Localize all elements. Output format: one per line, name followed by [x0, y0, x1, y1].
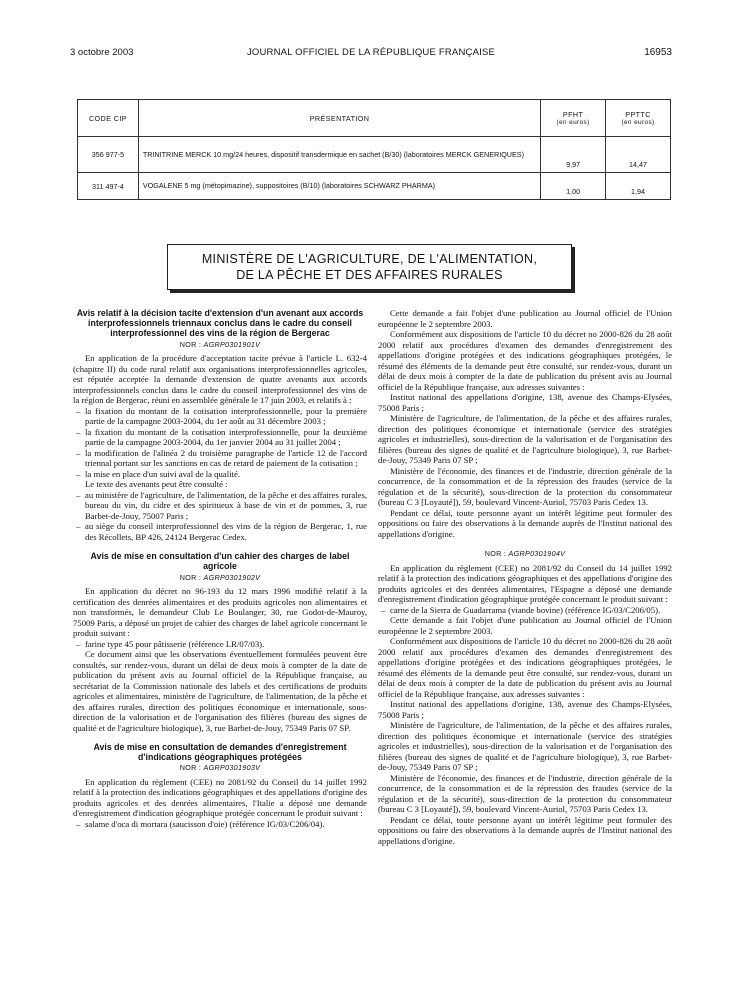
paragraph: Conformément aux dispositions de l'article 10 du décret no 2000-826 du 28 août 2000 relatif aux procédures d'examen des demandes d'enregistrement des appellations d'origine protégées et des indications géographiques protégées, le résumé des éléments de la demande peut être consulté, sur rendez-vous, durant un délai de deux mois à compter de la date de publication du présent avis au Journal officiel de la République française, aux adresses suivantes :	[378, 636, 672, 699]
nor-reference	[73, 340, 367, 351]
table-row	[78, 137, 671, 173]
col-header-pfht-label: PFHT	[562, 110, 584, 119]
nor-reference	[73, 573, 367, 584]
paragraph: Ministère de l'agriculture, de l'alimentation, de la pêche et des affaires rurales, direction des politiques économique et internationale (service des stratégies agricoles et industrielles), sous-direction de la valorisation et de l'organisation des filières (bureau des signes de qualité et de l'agriculture biologique), 3, rue Barbet-de-Jouy, 75349 Paris 07 SP ;	[378, 413, 672, 465]
nor-label: NOR :	[179, 339, 202, 349]
price-table	[77, 99, 671, 200]
header-date: 3 octobre 2003	[70, 47, 134, 58]
col-header-presentation: PRÉSENTATION	[138, 100, 540, 137]
paragraph: En application de la procédure d'acceptation tacite prévue à l'article L. 632-4 (chapitre II) du code rural relatif aux organisations interprofessionnelles agricoles, est réputée acceptée la demande d'extension de quatre avenants aux accords interprofessionnels conclus dans le cadre du conseil interprofessionnel des vins de la région de Bergerac, réuni en assemblée générale le 17 juin 2003, et relatifs à :	[73, 353, 367, 406]
list-item: – la fixation du montant de la cotisation interprofessionnelle, pour la deuxième partie de la campagne 2003-2004, du 1er janvier 2004 au 31 juillet 2004 ;	[85, 427, 367, 448]
paragraph: En application du règlement (CEE) no 2081/92 du Conseil du 14 juillet 1992 relatif à la protection des indications géographiques et des appellations d'origine des produits agricoles et des denrées alimentaires, l'Italie a déposé une demande d'enregistrement d'indication géographique protégée concernant le produit suivant :	[73, 776, 367, 819]
list-item: – carne de la Sierra de Guadarrama (viande bovine) (référence IG/03/C206/05).	[390, 605, 672, 616]
page-number: 16953	[644, 47, 672, 58]
nor-code: AGRP0301904V	[508, 549, 566, 558]
paragraph: Cette demande a fait l'objet d'une publication au Journal officiel de l'Union européenne le 2 septembre 2003.	[378, 615, 672, 636]
dash-list	[73, 490, 367, 543]
dash-list	[378, 605, 672, 616]
table-header-row	[78, 100, 671, 137]
table-row	[78, 173, 671, 200]
dash-list	[73, 819, 367, 830]
nor-code: AGRP0301903V	[203, 763, 261, 773]
notice-title: Avis de mise en consultation de demandes d'enregistrement d'indications géographiques protégées	[93, 742, 347, 763]
ministry-heading-line2: DE LA PÊCHE ET DES AFFAIRES RURALES	[236, 268, 503, 282]
col-header-pfht-unit: (en euros)	[556, 119, 590, 126]
cell-code: 356 977-5	[78, 137, 139, 173]
paragraph: Institut national des appellations d'origine, 138, avenue des Champs-Elysées, 75008 Paris ;	[378, 392, 672, 413]
paragraph: Conformément aux dispositions de l'article 10 du décret no 2000-826 du 28 août 2000 relatif aux procédures d'examen des demandes d'enregistrement des appellations d'origine protégées et des indications géographiques protégées, le résumé des éléments de la demande peut être consulté, sur rendez-vous, durant un délai de deux mois à compter de la date de publication du présent avis au Journal officiel de la République française, aux adresses suivantes :	[378, 329, 672, 392]
paragraph: En application du règlement (CEE) no 2081/92 du Conseil du 14 juillet 1992 relatif à la protection des indications géographiques et des appellations d'origine des produits agricoles et des denrées alimentaires, l'Espagne a déposé une demande d'enregistrement d'indication géographique protégée concernant le produit suivant :	[378, 562, 672, 604]
nor-reference	[73, 763, 367, 774]
cell-code: 311 497-4	[78, 173, 139, 200]
page-header	[70, 47, 672, 61]
list-item: – la mise en place d'un suivi aval de la qualité.	[85, 469, 367, 480]
paragraph: Ce document ainsi que les observations éventuellement formulées peuvent être consultés, sur rendez-vous, durant un délai de deux mois à compter de la date de publication du présent avis au Journal officiel de la République française, au secrétariat de la Commission nationale des labels et des certifications de produits agricoles et alimentaires, ministère de l'agriculture, de l'alimentation, de la pêche et des affaires rurales, direction des politiques économique et internationale, sous-direction de la valorisation et de l'organisation des filières (bureau des signes de qualité et de l'agriculture biologique), 3, rue Barbet-de-Jouy, 75349 Paris 07 SP.	[73, 649, 367, 733]
paragraph: Pendant ce délai, toute personne ayant un intérêt légitime peut formuler des oppositions ou faire des observations à la demande auprès de l'Institut national des appellations d'origine.	[378, 507, 672, 539]
paragraph: En application du décret no 96-193 du 12 mars 1996 modifié relatif à la certification des denrées alimentaires et des produits agricoles non alimentaires et non transformés, le demandeur Club Le Boulanger, 30, rue Godot-de-Mauroy, 75009 Paris, a déposé un projet de cahier des charges de label agricole concernant le produit suivant :	[73, 586, 367, 639]
list-item: – farine type 45 pour pâtisserie (référence LR/07/03).	[85, 639, 367, 650]
paragraph: Ministère de l'économie, des finances et de l'industrie, direction générale de la concurrence, de la consommation et de la répression des fraudes (service de la régulation et de la sécurité), sous-direction de la protection du consommateur (bureau C 3 [Loyauté]), 59, boulevard Vincent-Auriol, 75703 Paris Cedex 13.	[378, 772, 672, 814]
nor-code: AGRP0301901V	[203, 339, 261, 349]
paragraph: Institut national des appellations d'origine, 138, avenue des Champs-Elysées, 75008 Paris ;	[378, 699, 672, 720]
notice-title: Avis relatif à la décision tacite d'extension d'un avenant aux accords interprofessionnels triennaux conclus dans le cadre du conseil interprofessionnel des vins de la région de Bergerac	[76, 308, 364, 339]
cell-presentation: TRINITRINE MERCK 10 mg/24 heures, dispositif transdermique en sachet (B/30) (laboratoires MERCK GENERIQUES)	[138, 137, 540, 173]
col-header-ppttc-unit: (en euros)	[621, 119, 655, 126]
paragraph: Ministère de l'économie, des finances et de l'industrie, direction générale de la concurrence, de la consommation et de la répression des fraudes (service de la régulation et de la sécurité), sous-direction de la protection du consommateur (bureau C 3 [Loyauté]), 59, boulevard Vincent-Auriol, 75703 Paris Cedex 13.	[378, 465, 672, 507]
paragraph: Pendant ce délai, toute personne ayant un intérêt légitime peut formuler des oppositions ou faire des observations à la demande auprès de l'Institut national des appellations d'origine.	[378, 814, 672, 846]
list-item: – la fixation du montant de la cotisation interprofessionnelle, pour la première partie de la campagne 2003-2004, du 1er août au 31 décembre 2003 ;	[85, 406, 367, 427]
cell-ppttc: 14,47	[606, 137, 671, 173]
nor-label: NOR :	[484, 549, 507, 558]
notice-title: Avis de mise en consultation d'un cahier des charges de label agricole	[90, 551, 350, 572]
list-item: – la modification de l'alinéa 2 du troisième paragraphe de l'article 12 de l'accord triennal portant sur les sanctions en cas de retard de paiement de la cotisation ;	[85, 448, 367, 469]
col-header-pfht	[541, 100, 606, 137]
nor-reference	[378, 549, 672, 560]
nor-label: NOR :	[179, 763, 202, 773]
list-item: – au ministère de l'agriculture, de l'alimentation, de la pêche et des affaires rurales, bureau du vin, du cidre et des spiritueux à base de vin et de pommes, 3, rue Barbet-de-Jouy, 75007 Paris ;	[85, 490, 367, 522]
col-header-ppttc	[606, 100, 671, 137]
ministry-heading-line1: MINISTÈRE DE L'AGRICULTURE, DE L'ALIMENTATION,	[201, 252, 538, 266]
cell-pfht: 1,00	[541, 173, 606, 200]
cell-presentation: VOGALENE 5 mg (métopimazine), suppositoires (B/10) (laboratoires SCHWARZ PHARMA)	[138, 173, 540, 200]
list-item: – salame d'oca di mortara (saucisson d'oie) (référence IG/03/C206/04).	[85, 819, 367, 830]
nor-code: AGRP0301902V	[203, 572, 261, 582]
journal-title: JOURNAL OFFICIEL DE LA RÉPUBLIQUE FRANÇAISE	[246, 47, 496, 58]
cell-pfht: 9,97	[541, 137, 606, 173]
cell-ppttc: 1,94	[606, 173, 671, 200]
dash-list	[73, 639, 367, 650]
paragraph: Ministère de l'agriculture, de l'alimentation, de la pêche et des affaires rurales, direction des politiques économique et internationale (service des stratégies agricoles et industrielles), sous-direction de la valorisation et de l'organisation des filières (bureau des signes de qualité et de l'agriculture biologique), 3, rue Barbet-de-Jouy, 75349 Paris 07 SP ;	[378, 720, 672, 772]
col-header-ppttc-label: PPTTC	[625, 110, 651, 119]
nor-label: NOR :	[179, 572, 202, 582]
dash-list	[73, 406, 367, 480]
paragraph: Cette demande a fait l'objet d'une publication au Journal officiel de l'Union européenne le 2 septembre 2003.	[378, 308, 672, 329]
left-column	[73, 308, 367, 829]
paragraph: Le texte des avenants peut être consulté :	[85, 479, 228, 490]
right-column	[378, 308, 672, 846]
col-header-code: CODE CIP	[78, 100, 139, 137]
ministry-heading-box	[167, 244, 572, 290]
list-item: – au siège du conseil interprofessionnel des vins de la région de Bergerac, 1, rue des Récollets, BP 426, 24124 Bergerac Cedex.	[85, 521, 367, 542]
